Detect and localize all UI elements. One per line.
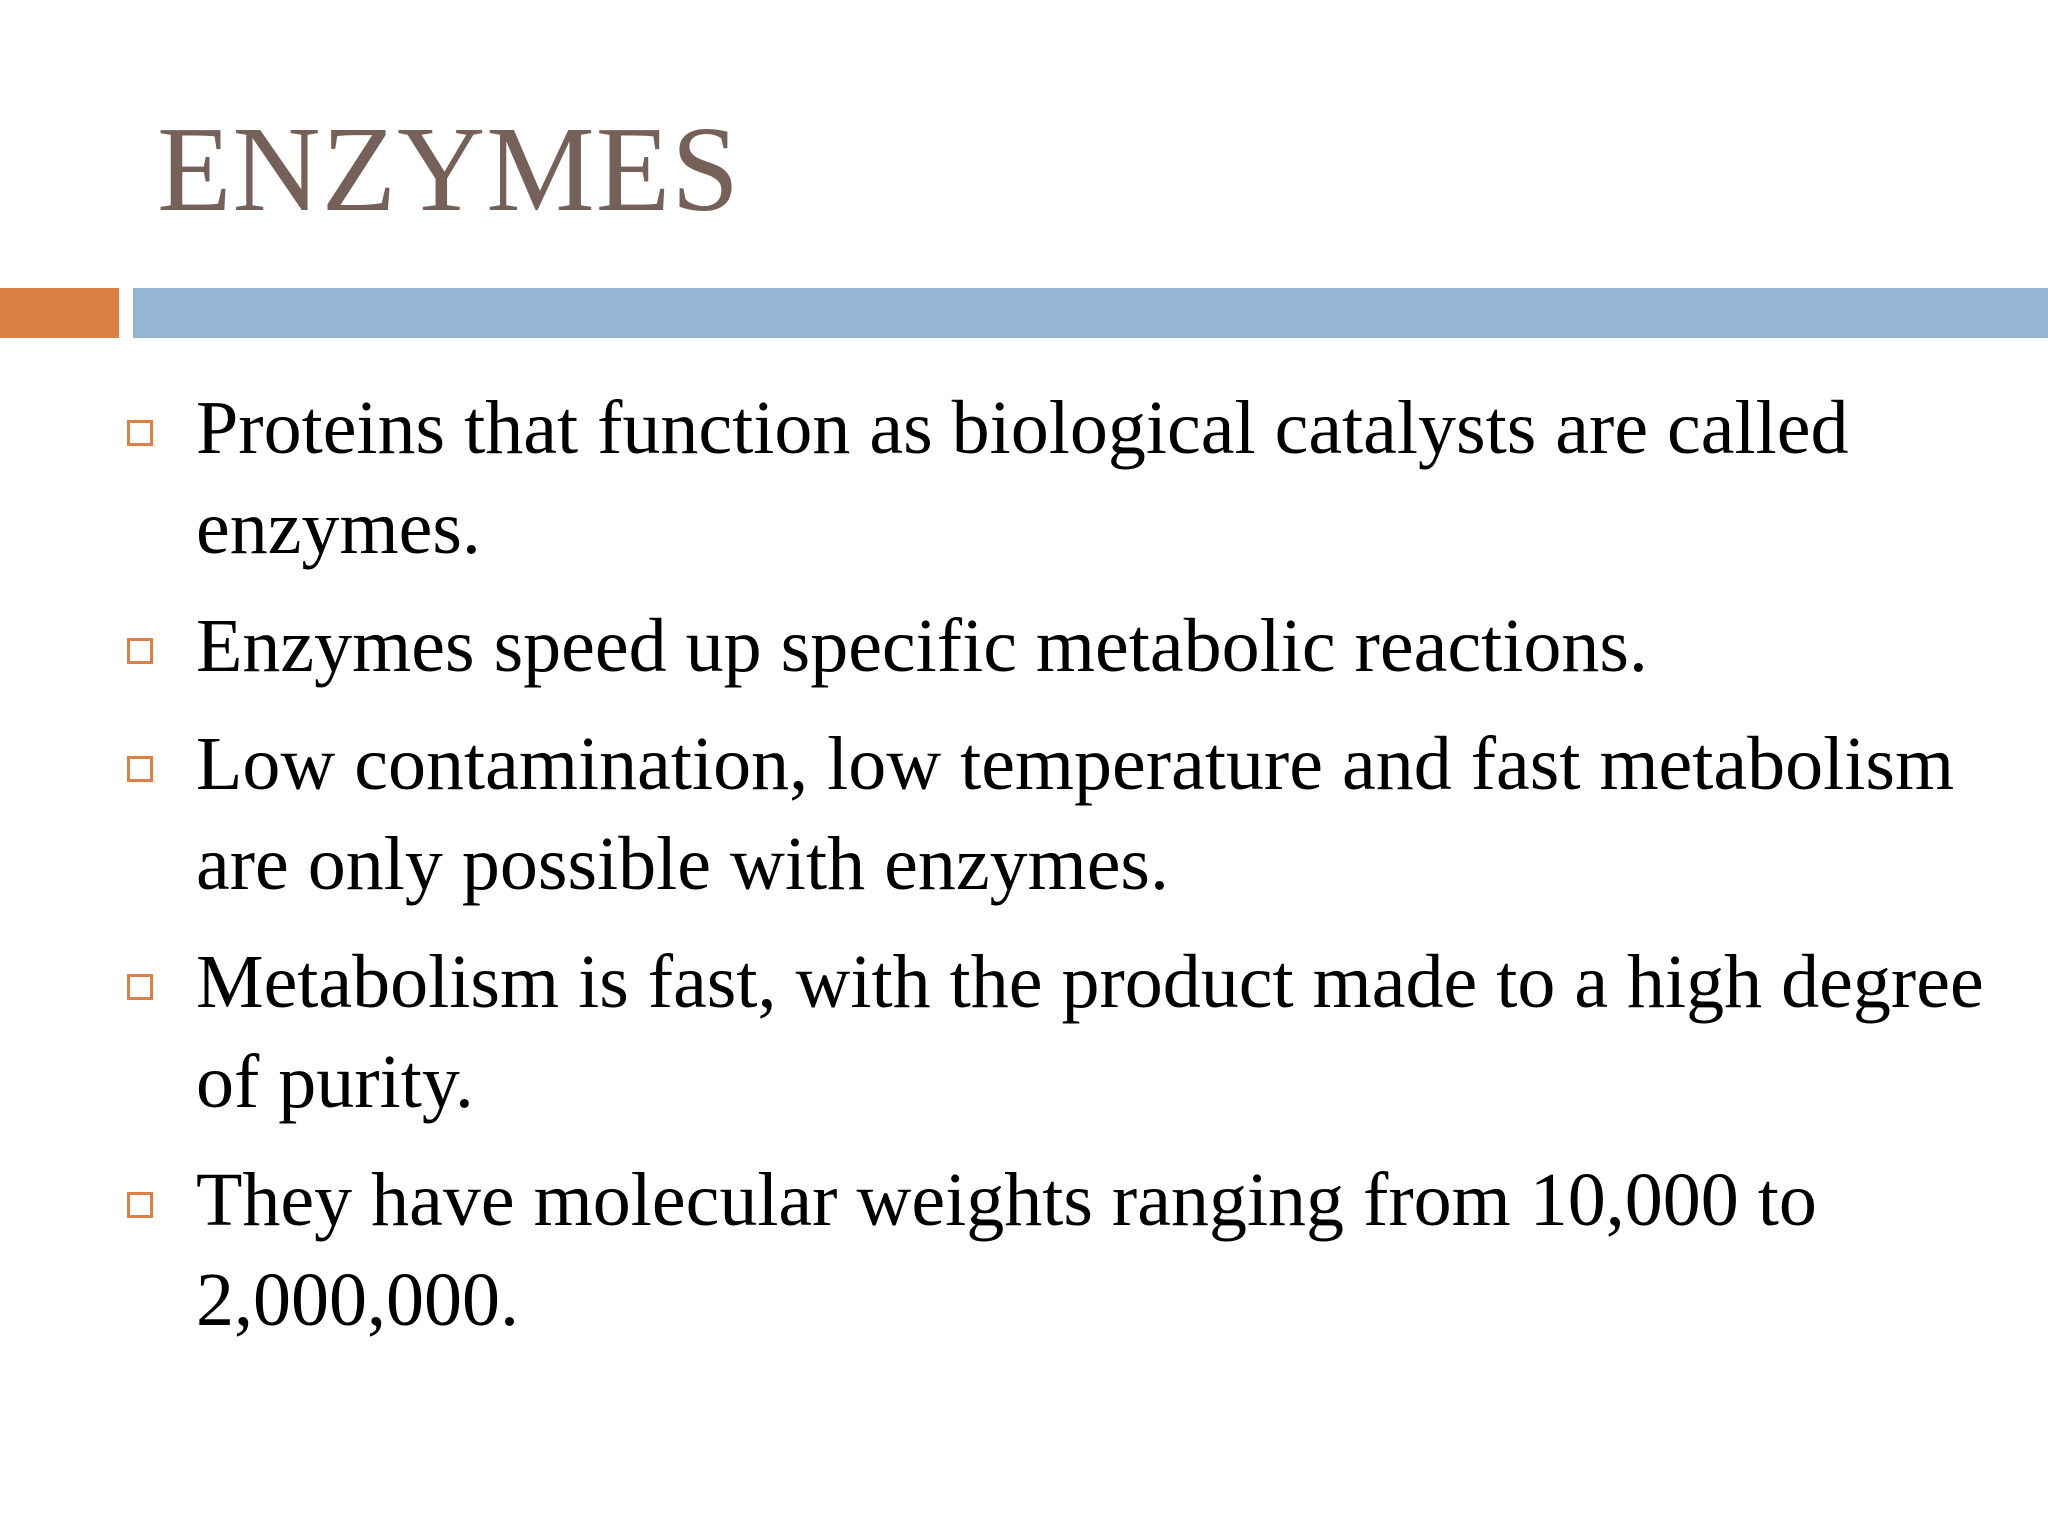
bullet-item <box>0 714 2048 914</box>
hollow-square-bullet-icon <box>127 756 153 782</box>
bullet-text: Enzymes speed up specific metabolic reactions. <box>196 604 1648 688</box>
bullet-item <box>0 1150 2048 1350</box>
accent-bar-right <box>133 288 2048 338</box>
accent-bar-left <box>0 288 119 338</box>
bullet-text: Proteins that function as biological catalysts are called enzymes. <box>196 386 1849 570</box>
bullet-item <box>0 378 2048 578</box>
bullet-item <box>0 932 2048 1132</box>
hollow-square-bullet-icon <box>127 1192 153 1218</box>
bullet-text: They have molecular weights ranging from 10,000 to 2,000,000. <box>196 1158 1817 1342</box>
bullet-list <box>0 378 2048 1368</box>
bullet-item <box>0 596 2048 696</box>
slide-title: ENZYMES <box>157 102 741 237</box>
bullet-text: Low contamination, low temperature and fast metabolism are only possible with enzymes. <box>196 722 1955 906</box>
hollow-square-bullet-icon <box>127 638 153 664</box>
hollow-square-bullet-icon <box>127 420 153 446</box>
hollow-square-bullet-icon <box>127 974 153 1000</box>
bullet-text: Metabolism is fast, with the product made to a high degree of purity. <box>196 940 1984 1124</box>
